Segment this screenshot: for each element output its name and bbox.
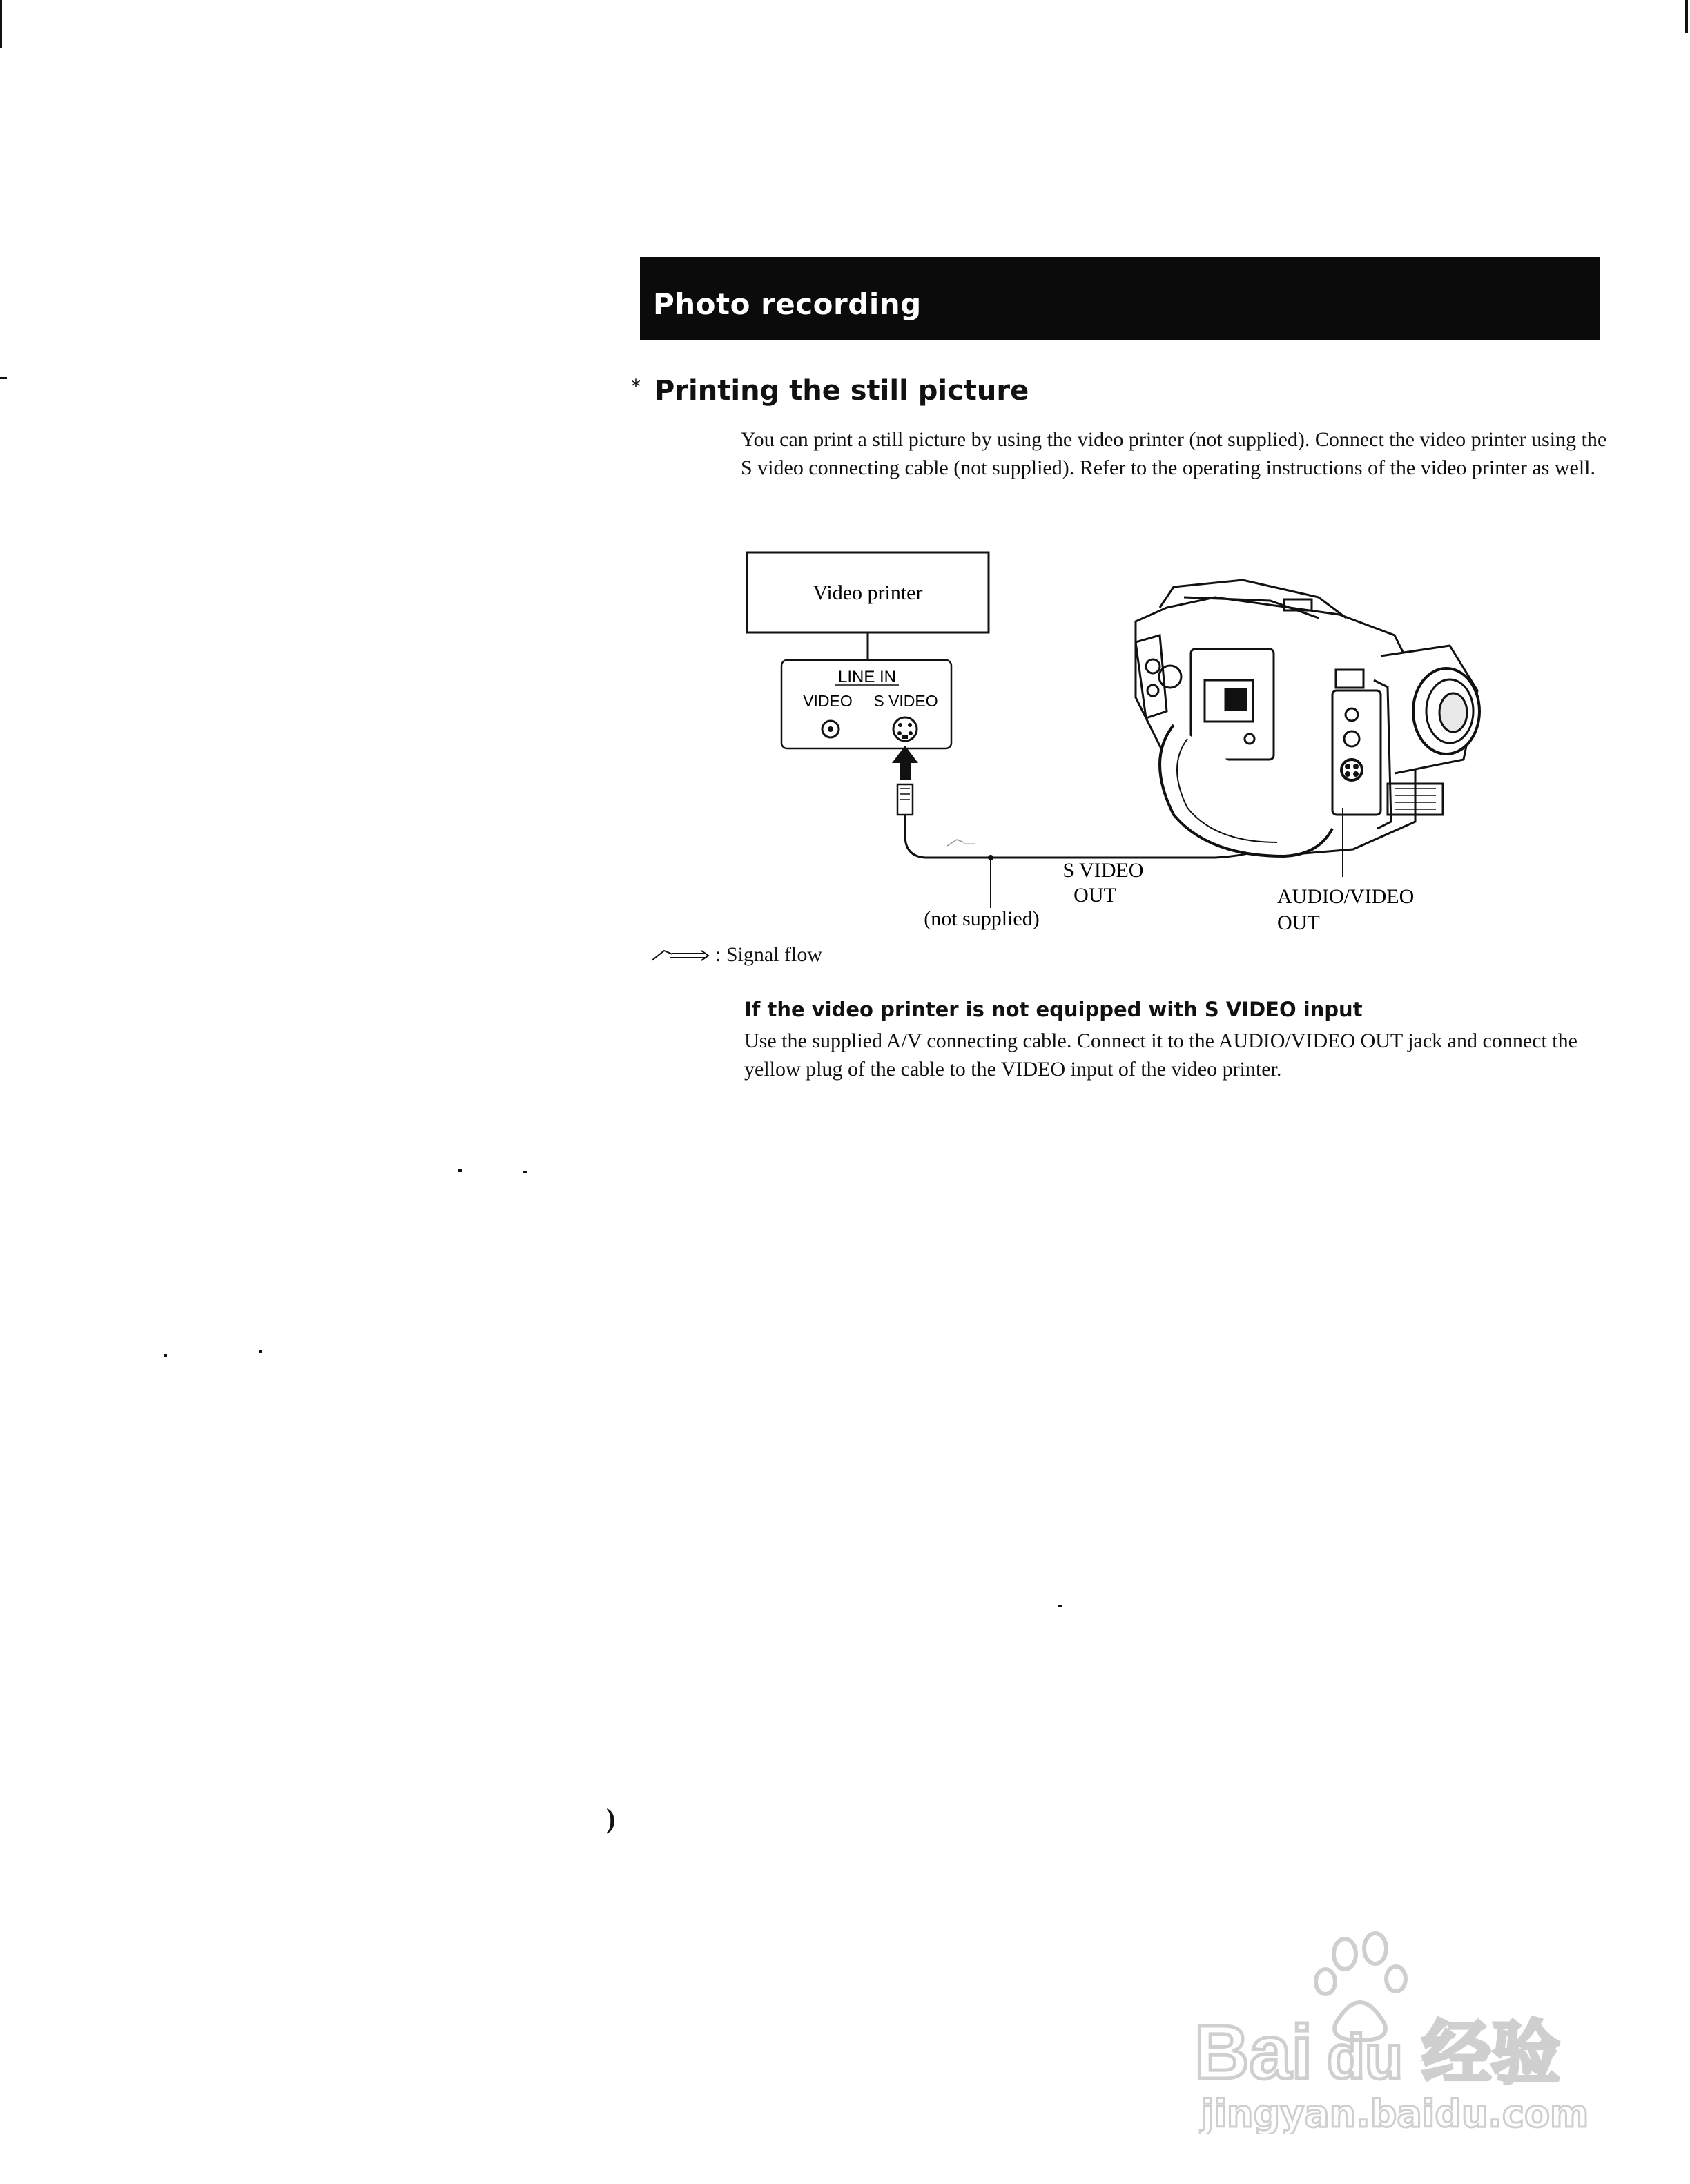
page-mark-paren: )	[606, 1803, 616, 1834]
subhead-title: Printing the still picture	[654, 375, 1029, 407]
av-out-label-line1: AUDIO/VIDEO	[1277, 885, 1415, 908]
intro-paragraph: You can print a still picture by using the video printer (not supplied). Connect the video printer using the S video connecting cable (not supplied). Refer to the operating instructions of the video printer as well.	[741, 428, 1607, 479]
s-video-out-label-line1: S VIDEO	[1062, 859, 1144, 882]
signal-flow-legend	[649, 941, 822, 969]
baidu-site-url: jingyan.baidu.com	[1201, 2092, 1589, 2134]
signal-flow-legend-label: : Signal flow	[715, 943, 822, 966]
note-body: Use the supplied A/V connecting cable. Connect it to the AUDIO/VIDEO OUT jack and connect the yellow plug of the cable to the VIDEO input of the video printer.	[744, 1030, 1577, 1081]
baidu-watermark	[1194, 1926, 1595, 2134]
scan-edge-right	[1685, 0, 1688, 33]
scan-speck	[259, 1350, 262, 1353]
video-jack-label: VIDEO	[803, 692, 853, 710]
baidu-wordmark-cn: 经验	[1422, 2013, 1560, 2094]
video-printer-label: Video printer	[813, 581, 923, 604]
section-title: Photo recording	[653, 287, 922, 321]
scan-edge-left	[0, 0, 2, 48]
av-out-label-line2: OUT	[1277, 911, 1320, 934]
scan-speck	[523, 1171, 527, 1173]
subhead-marker: *	[631, 375, 641, 398]
camcorder-illustration	[1136, 580, 1479, 856]
line-in-label: LINE IN	[837, 668, 897, 686]
baidu-paw-logo	[1194, 1926, 1595, 2134]
note-heading: If the video printer is not equipped with S VIDEO input	[744, 998, 1363, 1021]
scan-speck	[458, 1169, 462, 1172]
signal-flow-icon	[649, 947, 712, 963]
baidu-wordmark-bai: Bai	[1194, 2010, 1313, 2095]
cable-not-supplied-label: (not supplied)	[924, 907, 1040, 930]
s-video-jack-label: S VIDEO	[873, 692, 938, 710]
scan-speck	[0, 377, 7, 379]
s-video-out-label-line2: OUT	[1074, 884, 1116, 907]
connection-diagram	[621, 532, 1519, 987]
scan-speck	[1058, 1605, 1062, 1607]
baidu-wordmark-du: du	[1327, 2023, 1403, 2092]
signal-arrow-up-icon	[892, 746, 918, 780]
scan-speck	[164, 1354, 167, 1357]
